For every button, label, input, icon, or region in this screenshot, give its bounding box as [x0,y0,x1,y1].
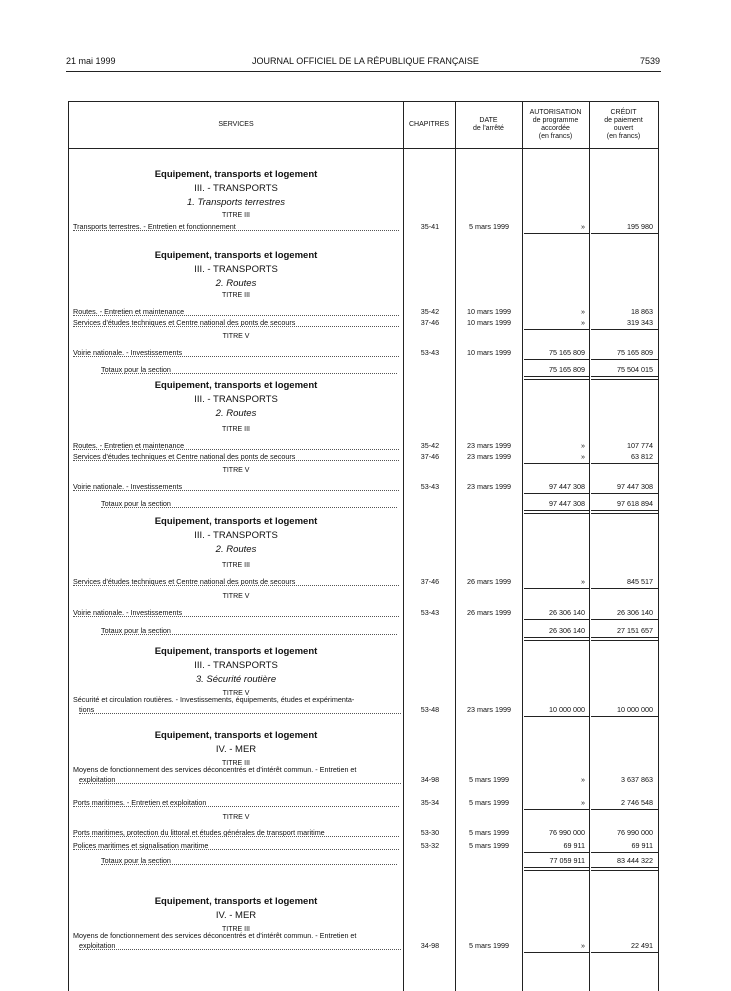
credit-amount: 845 517 [627,577,653,586]
arrete-date: 26 mars 1999 [467,608,511,617]
credit-amount: 107 774 [627,441,653,450]
titre-label: TITRE V [222,690,250,697]
amount-rule [591,329,658,330]
col-header-autorisation: AUTORISATION de programme accordée (en francs) [529,109,582,140]
section-sub-heading: 1. Transports terrestres [186,197,286,208]
amount-rule [591,619,658,620]
chapitre-number: 37-46 [420,577,440,586]
section-ministry-heading: Equipement, transports et logement [154,516,318,527]
service-name: Voirie nationale. - Investissements [73,608,399,617]
amount-rule [524,463,589,464]
autorisation-amount: » [581,941,585,950]
credit-amount: 69 911 [631,841,653,850]
amount-rule [524,809,589,810]
service-name: Services d'études techniques et Centre national des ponts de secours [73,452,399,461]
chapitre-number: 35-42 [420,441,440,450]
service-name: Transports terrestres. - Entretien et fonctionnement [73,222,399,231]
credit-amount: 18 863 [631,307,653,316]
chapitre-number: 34-98 [420,941,440,950]
section-sub-heading: 3. Sécurité routière [195,674,277,685]
credit-amount: 3 637 863 [621,775,653,784]
titre-label: TITRE III [222,562,250,569]
section-total-label: Totaux pour la section [101,626,397,635]
chapitre-number: 53-43 [420,348,440,357]
chapitre-number: 53-32 [420,841,440,850]
arrete-date: 10 mars 1999 [467,307,511,316]
service-name: Sécurité et circulation routières. - Investissements, équipements, études et expérimenta- [73,695,355,704]
amount-rule [524,588,589,589]
total-double-rule [591,376,658,380]
section-ministry-heading: Equipement, transports et logement [154,169,318,180]
titre-label: TITRE V [222,333,250,340]
section-total-label: Totaux pour la section [101,365,397,374]
credit-amount: 75 165 809 [617,348,653,357]
titre-label: TITRE V [222,467,250,474]
service-name: Routes. - Entretien et maintenance [73,307,399,316]
section-total-credit: 97 618 894 [617,499,653,508]
service-name-continued: tions [79,705,401,714]
col-divider-chapitres [403,102,404,991]
amount-rule [591,493,658,494]
credit-amount: 2 746 548 [621,798,653,807]
service-name: Polices maritimes et signalisation maritime [73,841,399,850]
amount-rule [591,359,658,360]
amount-rule [591,716,658,717]
header-date: 21 mai 1999 [66,56,116,66]
service-name: Routes. - Entretien et maintenance [73,441,399,450]
amount-rule [591,233,658,234]
titre-label: TITRE V [222,593,250,600]
amount-rule [524,852,589,853]
autorisation-amount: 75 165 809 [549,348,585,357]
total-double-rule [524,867,589,871]
autorisation-amount: » [581,577,585,586]
section-total-autorisation: 75 165 809 [549,365,585,374]
credit-amount: 63 812 [631,452,653,461]
section-ministry-heading: Equipement, transports et logement [154,380,318,391]
arrete-date: 5 mars 1999 [469,841,509,850]
credit-amount: 26 306 140 [617,608,653,617]
col-header-credit: CRÉDIT de paiement ouvert (en francs) [604,109,643,140]
arrete-date: 10 mars 1999 [467,318,511,327]
col-divider-date [455,102,456,991]
titre-label: TITRE III [222,426,250,433]
credit-amount: 10 000 000 [617,705,653,714]
autorisation-amount: » [581,318,585,327]
service-name-continued: exploitation [79,775,401,784]
section-ministry-heading: Equipement, transports et logement [154,896,318,907]
service-name-continued: exploitation [79,941,401,950]
chapitre-number: 53-30 [420,828,440,837]
section-ministry-heading: Equipement, transports et logement [154,646,318,657]
section-total-autorisation: 26 306 140 [549,626,585,635]
amount-rule [524,359,589,360]
amount-rule [591,952,658,953]
amount-rule [524,952,589,953]
section-sub-heading: 2. Routes [215,408,257,419]
section-total-autorisation: 77 059 911 [549,856,585,865]
credit-amount: 22 491 [631,941,653,950]
service-name: Services d'études techniques et Centre national des ponts de secours [73,577,399,586]
autorisation-amount: 76 990 000 [549,828,585,837]
amount-rule [524,716,589,717]
autorisation-amount: 97 447 308 [549,482,585,491]
section-part-heading: III. - TRANSPORTS [194,183,278,194]
arrete-date: 5 mars 1999 [469,828,509,837]
amount-rule [591,588,658,589]
chapitre-number: 37-46 [420,318,440,327]
col-divider-credit [589,102,590,991]
titre-label: TITRE III [222,926,250,933]
section-part-heading: IV. - MER [215,910,257,921]
total-double-rule [591,637,658,641]
chapitre-number: 53-48 [420,705,440,714]
section-part-heading: III. - TRANSPORTS [194,530,278,541]
titre-label: TITRE V [222,814,250,821]
section-ministry-heading: Equipement, transports et logement [154,250,318,261]
section-total-credit: 75 504 015 [617,365,653,374]
amount-rule [591,852,658,853]
section-total-label: Totaux pour la section [101,856,397,865]
col-header-services: SERVICES [218,121,254,128]
service-name: Voirie nationale. - Investissements [73,482,399,491]
service-name: Moyens de fonctionnement des services déconcentrés et d'intérêt commun. - Entretien et [73,765,357,774]
autorisation-amount: » [581,441,585,450]
header-rule [66,71,661,72]
autorisation-amount: » [581,798,585,807]
chapitre-number: 35-41 [420,222,440,231]
credit-amount: 319 343 [627,318,653,327]
total-double-rule [524,637,589,641]
titre-label: TITRE III [222,292,250,299]
credit-amount: 195 980 [627,222,653,231]
header-page-number: 7539 [639,56,660,66]
amount-rule [524,329,589,330]
section-ministry-heading: Equipement, transports et logement [154,730,318,741]
total-double-rule [591,510,658,514]
amount-rule [591,463,658,464]
service-name: Moyens de fonctionnement des services déconcentrés et d'intérêt commun. - Entretien et [73,931,357,940]
section-part-heading: IV. - MER [215,744,257,755]
autorisation-amount: 69 911 [563,841,585,850]
credit-amount: 76 990 000 [617,828,653,837]
service-name: Ports maritimes. - Entretien et exploitation [73,798,399,807]
arrete-date: 26 mars 1999 [467,577,511,586]
amount-rule [524,619,589,620]
amount-rule [524,493,589,494]
section-part-heading: III. - TRANSPORTS [194,394,278,405]
autorisation-amount: » [581,222,585,231]
credit-amount: 97 447 308 [617,482,653,491]
arrete-date: 23 mars 1999 [467,705,511,714]
total-double-rule [524,376,589,380]
chapitre-number: 53-43 [420,608,440,617]
arrete-date: 5 mars 1999 [469,941,509,950]
total-double-rule [524,510,589,514]
autorisation-amount: 26 306 140 [549,608,585,617]
titre-label: TITRE III [222,760,250,767]
chapitre-number: 53-43 [420,482,440,491]
header-journal-title: JOURNAL OFFICIEL DE LA RÉPUBLIQUE FRANÇAISE [252,56,479,66]
header-row-bottom-rule [69,148,658,149]
section-part-heading: III. - TRANSPORTS [194,660,278,671]
section-sub-heading: 2. Routes [215,544,257,555]
arrete-date: 5 mars 1999 [469,775,509,784]
autorisation-amount: » [581,452,585,461]
section-total-autorisation: 97 447 308 [549,499,585,508]
amount-rule [591,809,658,810]
chapitre-number: 34-98 [420,775,440,784]
autorisation-amount: » [581,775,585,784]
service-name: Voirie nationale. - Investissements [73,348,399,357]
arrete-date: 23 mars 1999 [467,482,511,491]
section-total-credit: 83 444 322 [617,856,653,865]
chapitre-number: 35-42 [420,307,440,316]
col-header-chapitres: CHAPITRES [408,121,450,128]
service-name: Ports maritimes, protection du littoral et études générales de transport maritime [73,828,399,837]
section-part-heading: III. - TRANSPORTS [194,264,278,275]
chapitre-number: 37-46 [420,452,440,461]
arrete-date: 5 mars 1999 [469,798,509,807]
arrete-date: 23 mars 1999 [467,441,511,450]
section-total-label: Totaux pour la section [101,499,397,508]
total-double-rule [591,867,658,871]
section-total-credit: 27 151 657 [617,626,653,635]
service-name: Services d'études techniques et Centre national des ponts de secours [73,318,399,327]
arrete-date: 23 mars 1999 [467,452,511,461]
chapitre-number: 35-34 [420,798,440,807]
arrete-date: 5 mars 1999 [469,222,509,231]
autorisation-amount: 10 000 000 [549,705,585,714]
section-sub-heading: 2. Routes [215,278,257,289]
arrete-date: 10 mars 1999 [467,348,511,357]
amount-rule [524,233,589,234]
autorisation-amount: » [581,307,585,316]
appropriations-table [68,101,659,991]
col-header-date: DATE de l'arrêté [473,117,504,132]
titre-label: TITRE III [222,212,250,219]
